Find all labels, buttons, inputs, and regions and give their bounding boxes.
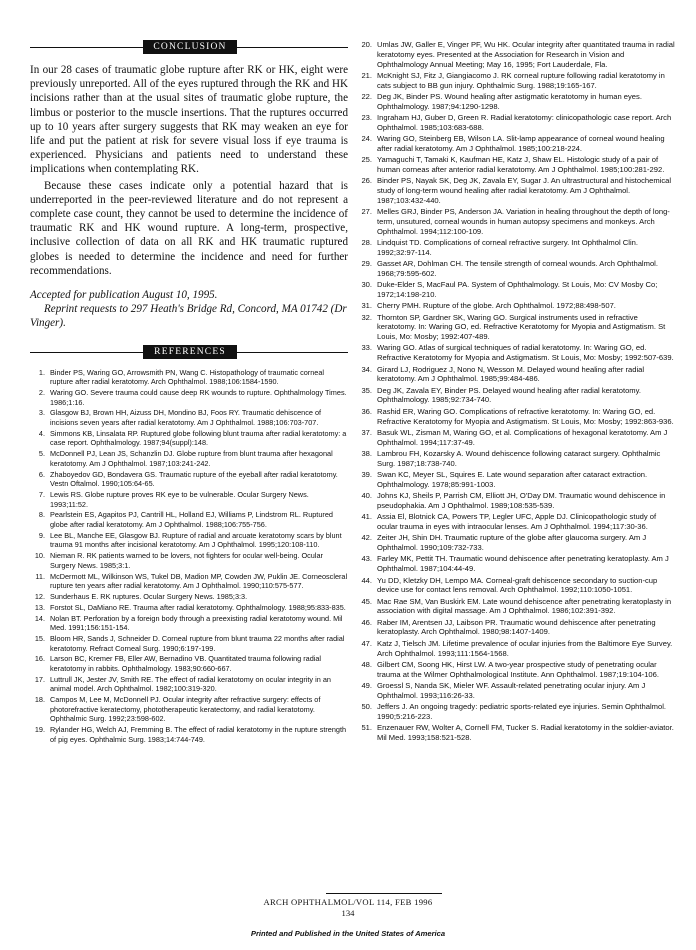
reference-list-left [30,368,348,745]
reference-text: Yu DD, Kletzky DH, Lempo MA. Corneal-graft dehiscence secondary to suction-cup device use for contact lens removal. Arch Ophthalmol. 1992;110:1050-1051. [377,575,658,595]
reference-item [357,40,675,69]
reference-text: Deg JK, Binder PS. Wound healing after astigmatic keratotomy in human eyes. Ophthalmology. 1987;94:1290-1298. [377,91,642,111]
reference-text: Yamaguchi T, Tamaki K, Kaufman HE, Katz J, Shaw EL. Histologic study of a pair of human corneas after anterior radial keratotomy. Am J Ophthalmol. 1985;100:281-292. [377,155,665,174]
reference-number: 3. [38,408,45,418]
reference-item [357,428,675,448]
reference-item [357,71,675,91]
reference-text: Cherry PMH. Rupture of the globe. Arch Ophthalmol. 1972;88:498-507. [377,301,616,311]
reference-item [357,365,675,385]
reference-number: 26. [361,176,372,186]
reference-number: 2. [38,388,45,398]
reference-number: 22. [361,91,372,101]
reference-number: 35. [361,385,372,395]
reference-item [30,368,348,387]
reference-number: 8. [38,510,45,520]
reference-number: 29. [361,259,372,269]
reference-item [30,531,348,550]
reference-text: Lee BL, Manche EE, Glasgow BJ. Rupture of radial and arcuate keratotomy scars by blunt trauma 91 months after incisional keratotomy. Am J Ophthalmol. 1995;120:108-110. [50,530,342,550]
reference-item [30,429,348,448]
journal-citation: ARCH OPHTHALMOL/VOL 114, FEB 1996 [263,897,433,907]
reference-number: 12. [34,591,45,601]
reference-item [30,388,348,407]
reference-text: Groessl S, Nanda SK, Mieler WF. Assault-related penetrating ocular injury. Am J Ophthalmol. 1993;116:26-33. [377,680,646,700]
reference-item [30,449,348,468]
reference-item [357,512,675,532]
reference-item [357,407,675,427]
reference-number: 5. [38,449,45,459]
reference-item [30,490,348,509]
reference-item [357,176,675,205]
reference-text: Rylander HG, Welch AJ, Fremming B. The effect of radial keratotomy in the rupture strength of pig eyes. Ophthalmic Surg. 1983;14:744-749. [50,725,347,744]
reference-number: 6. [38,469,45,479]
reference-number: 34. [361,364,372,374]
reference-text: Katz J, Tielsch JM. Lifetime prevalence of ocular injuries from the Baltimore Eye Survey. Arch Ophthalmol. 1993;111:1564-1568. [377,638,673,658]
reference-number: 42. [361,533,372,543]
reference-number: 11. [35,571,45,581]
reference-number: 31. [361,301,372,311]
reference-item [30,510,348,529]
reference-text: McDermott ML, Wilkinson WS, Tukel DB, Madion MP, Cowden JW, Puklin JE. Corneoscleral rupture ten years after radial keratotomy. Am J Ophthalmol. 1990;110:575-577. [50,571,348,591]
reference-text: Swan KC, Meyer SL, Squires E. Late wound separation after cataract extraction. Ophthalmology. 1978;85:991-1003. [377,470,648,489]
reference-number: 28. [361,238,372,247]
reference-number: 44. [361,575,372,585]
reference-number: 21. [361,70,372,80]
reference-number: 40. [361,491,372,501]
reference-text: McDonnell PJ, Lean JS, Schanzlin DJ. Globe rupture from blunt trauma after hexagonal keratotomy. Am J Ophthalmol. 1987;103:241-242. [50,449,333,468]
reference-text: Mac Rae SM, Van Buskirk EM. Late wound dehiscence after penetrating keratoplasty in association with digital massage. Am J Ophthalmol. 1986;102:391-392. [377,596,672,616]
conclusion-heading: CONCLUSION [143,40,237,54]
reference-item [357,597,675,617]
printed-notice: Printed and Published in the United States of America [250,929,446,938]
references-heading: REFERENCES [143,345,237,359]
reference-number: 51. [361,723,372,733]
reference-text: Simmons KB, Linsalata RP. Ruptured globe following blunt trauma after radial keratotomy: a case report. Ophthalmology. 1987;94(suppl):148. [50,428,347,448]
reference-item [30,725,348,744]
reference-text: Zhaboyedov GD, Bondavera GS. Traumatic rupture of the eyeball after radial keratotomy. Vestn Oftalmol. 1990;105:64-65. [50,469,338,489]
reference-text: Umlas JW, Galler E, Vinger PF, Wu HK. Ocular integrity after quantitated trauma in radial keratotomy eyes. Presented at the Association for Research in Vision and Ophthalmology Annual Meeting; May 16, 1995; Fort Lauderdale, Fla. [377,40,675,69]
reference-item [30,695,348,724]
reference-item [30,614,348,633]
reference-number: 30. [361,280,372,290]
reference-text: Thornton SP, Gardner SK, Waring GO. Surgical instruments used in refractive keratotomy. In: Waring GO, ed. Refractive Keratotomy for Myopia and Astigmatism. St Louis, Mo: Mosby; 1992:407-489. [377,312,666,342]
reference-text: Gilbert CM, Soong HK, Hirst LW. A two-year prospective study of penetrating ocular trauma at the Wilmer Ophthalmological Institute. Ann Ophthalmol. 1987;19:104-106. [377,659,659,679]
reference-number: 4. [38,428,45,438]
reference-text: Enzenauer RW, Wolter A, Cornell FM, Tucker S. Radial keratotomy in the soldier-aviator. Mil Med. 1993;158:521-528. [377,723,674,742]
reference-text: Nolan BT. Perforation by a foreign body through a preexisting radial keratotomy wound. Mil Med. 1991;156:151-154. [50,613,343,633]
reference-number: 33. [361,343,372,353]
reference-item [357,113,675,133]
reference-number: 19. [34,725,45,735]
reference-number: 36. [361,406,372,416]
reference-number: 37. [361,427,372,437]
reference-item [357,554,675,574]
reference-text: Waring GO. Severe trauma could cause deep RK wounds to rupture. Ophthalmology Times. 1986;1:16. [50,388,347,407]
reference-number: 32. [361,312,372,322]
reference-list-right [357,40,675,743]
reference-text: Glasgow BJ, Brown HH, Aizuss DH, Mondino BJ, Foos RY. Traumatic dehiscence of incisions seven years after radial keratotomy. Am J Ophthalmol. 1988;106:703-707. [50,408,322,427]
conclusion-paragraph-2: Because these cases indicate only a potential hazard that is underreported in the peer-reviewed literature and do not represent a complete case count, they cannot be used to determine the incidence of traumatic RK and HK wound rupture. A long-term, prospective, inclusive collection of data on all RK and HK traumatic ruptured globes is needed to determine the incidence and need for further recommendations. [30,179,348,277]
reference-item [357,207,675,236]
reference-text: Binder PS, Nayak SK, Deg JK, Zavala EY, Sugar J. An ultrastructural and histochemical study of long-term wound healing after radial keratotomy. Am J Ophthalmol. 1987;103:432-440. [377,176,672,205]
reference-number: 39. [361,470,372,480]
reference-item [357,449,675,469]
reference-text: Girard LJ, Rodriguez J, Nono N, Wesson M. Delayed wound healing after radial keratotomy. Am J Ophthalmol. 1985;99:484-486. [377,364,645,384]
reference-number: 50. [361,702,372,712]
reference-text: Zeiter JH, Shin DH. Traumatic rupture of the globe after glaucoma surgery. Am J Ophthalmol. 1990;109:732-733. [377,533,647,553]
reference-item [357,470,675,490]
reference-item [357,491,675,511]
reference-number: 47. [361,638,372,648]
reference-item [357,238,675,258]
reference-item [357,343,675,363]
reference-number: 41. [361,512,372,522]
reference-number: 45. [361,596,372,606]
reference-text: Luttrull JK, Jester JV, Smith RE. The effect of radial keratotomy on ocular integrity in an animal model. Arch Ophthalmol. 1982;100:319-320. [50,674,331,694]
reference-text: Bloom HR, Sands J, Schneider D. Corneal rupture from blunt trauma 22 months after radial keratotomy. Refract Corneal Surg. 1990;6:197-199. [50,634,345,653]
reference-number: 25. [361,155,372,165]
reference-text: Lambrou FH, Kozarsky A. Wound dehiscence following cataract surgery. Ophthalmic Surg. 1987;18:738-740. [377,448,661,468]
reference-item [30,470,348,489]
reference-text: Deg JK, Zavala EY, Binder PS. Delayed wound healing after radial keratotomy. Ophthalmology. 1985;92:734-740. [377,385,641,405]
right-column [357,40,675,744]
reference-number: 20. [361,40,372,49]
reference-text: Raber IM, Arentsen JJ, Laibson PR. Traumatic wound dehiscence after penetrating keratoplasty. Arch Ophthalmol. 1980;98:1407-1409. [377,617,656,637]
reference-number: 15. [34,634,45,644]
reference-item [357,92,675,112]
reference-item [30,654,348,673]
conclusion-heading-bar [30,40,348,54]
reference-item [357,660,675,680]
reference-text: Jeffers J. An ongoing tragedy: pediatric sports-related eye injuries. Semin Ophthalmol. 1990;5:216-223. [377,702,666,721]
references-heading-bar [30,345,348,359]
reference-text: Rashid ER, Waring GO. Complications of refractive keratotomy. In: Waring GO, ed. Refractive Keratotomy for Myopia and Astigmatism. St Louis, Mo: Mosby; 1992:863-936. [377,406,674,426]
reference-text: Melles GRJ, Binder PS, Anderson JA. Variation in healing throughout the depth of long-term, unsutured, corneal wounds in human autopsy specimens and monkeys. Arch Ophthalmol. 1994;112:100-109. [377,207,670,236]
accepted-date: Accepted for publication August 10, 1995. [30,289,218,302]
reference-number: 18. [34,695,45,705]
reference-text: Pearlstein ES, Agapitos PJ, Cantrill HL, Holland EJ, Williams P, Lindstrom RL. Ruptured globe after radial keratotomy. Am J Ophthalmol. 1988;106:755-756. [50,510,333,529]
reference-number: 17. [34,674,45,684]
reference-number: 13. [34,602,45,612]
reference-item [357,723,675,743]
reference-text: Farley MK, Pettit TH. Traumatic wound dehiscence after penetrating keratoplasty. Am J Ophthalmol. 1987;104:44-49. [377,554,669,574]
reference-item [30,603,348,613]
reference-item [357,681,675,701]
reference-item [357,618,675,638]
reference-text: Lewis RS. Globe rupture proves RK eye to be vulnerable. Ocular Surgery News. 1993;11:52. [50,490,309,509]
reference-text: Gasset AR, Dohlman CH. The tensile strength of corneal wounds. Arch Ophthalmol. 1968;79:595-602. [377,259,658,278]
reference-item [357,576,675,596]
reference-item [30,551,348,570]
reference-item [30,572,348,591]
footer-divider [326,893,442,894]
reference-number: 43. [361,554,372,564]
reference-text: Johns KJ, Sheils P, Parrish CM, Elliott JH, O'Day DM. Traumatic wound dehiscence in pseudophakia. Am J Ophthalmol. 1989;108:535-539. [377,491,666,510]
reference-item [357,134,675,154]
reference-number: 38. [361,448,372,458]
reference-item [30,592,348,602]
reference-number: 27. [361,207,372,217]
reference-text: Basuk WL, Zisman M, Waring GO, et al. Complications of hexagonal keratotomy. Am J Ophthalmol. 1994;117:37-49. [377,427,668,447]
reference-text: Assia El, Blotnick CA, Powers TP, Legler UFC, Apple DJ. Clinicopathologic study of ocular trauma in eyes with intraocular lenses. Am J Ophthalmol. 1994;117:30-36. [377,512,657,531]
reference-item [30,675,348,694]
reference-number: 23. [361,113,372,123]
reference-text: Lindquist TD. Complications of corneal refractive surgery. Int Ophthalmol Clin. 1992;32:97-114. [377,238,638,257]
reference-item [357,280,675,300]
reference-number: 9. [38,530,45,540]
reference-item [357,155,675,175]
reference-number: 24. [361,134,372,144]
reference-number: 49. [361,680,372,690]
reference-item [357,533,675,553]
reference-text: Ingraham HJ, Guber D, Green R. Radial keratotomy: clinicopathologic case report. Arch Ophthalmol. 1985;103:683-688. [377,113,672,132]
reference-item [357,639,675,659]
reference-item [30,634,348,653]
reference-text: Sunderhaus E. RK ruptures. Ocular Surgery News. 1985;3:3. [50,591,248,601]
reference-item [357,386,675,406]
reference-text: McKnight SJ, Fitz J, Giangiacomo J. RK corneal rupture following radial keratotomy in cats subject to BB gun injury. Ophthalmic Surg. 1988;19:165-167. [377,70,665,90]
reference-text: Forstot SL, DaMiano RE. Trauma after radial keratotomy. Ophthalmology. 1988;95:833-835. [50,602,346,612]
reference-number: 7. [38,490,45,499]
reference-item [30,408,348,427]
reference-number: 16. [34,654,45,664]
reference-text: Larson BC, Kremer FB, Eller AW, Bernadino VB. Quantitated trauma following radial keratotomy in rabbits. Ophthalmology. 1983;90:660-667. [50,654,322,673]
reference-number: 10. [34,551,45,561]
page-number: 134 [341,908,355,918]
reference-item [357,702,675,722]
reference-text: Nieman R. RK patients warned to be lovers, not fighters for ocular well-being. Ocular Surgery News. 1985;3:1. [50,551,323,570]
reference-number: 48. [361,659,372,669]
reference-text: Duke-Elder S, MacFaul PA. System of Ophthalmology. St Louis, Mo: CV Mosby Co; 1972;14:198-210. [377,280,658,299]
reference-item [357,259,675,279]
reference-text: Binder PS, Waring GO, Arrowsmith PN, Wang C. Histopathology of traumatic corneal rupture after radial keratotomy. Arch Ophthalmol. 1988;106:1584-1590. [50,367,325,387]
reference-text: Campos M, Lee M, McDonnell PJ. Ocular integrity after refractive surgery: effects of photorefractive keratectomy, phototherapeutic keratectomy, and radial keratotomy. Ophthalmic Surg. 1992;23:598-602. [50,695,321,724]
reference-text: Waring GO. Atlas of surgical techniques of radial keratotomy. In: Waring GO, ed. Refractive Keratotomy for Myopia and Astigmatism. St Louis, Mo: Mosby; 1992:507-639. [377,343,674,363]
reference-number: 46. [361,617,372,627]
reference-number: 1. [38,367,45,377]
conclusion-paragraph-1: In our 28 cases of traumatic globe rupture after RK or HK, eight were previously unreported. All of the eyes ruptured through the RK and HK incisions rather than at the usual sites of traumatic globe rupture, the limbus or posterior to the muscle insertions. That the ruptures occurred up to 10 years after surgery suggests that RK may weaken an eye for life and put the patient at risk for severe visual loss if eye trauma is experienced. Physicians and patients need to understand these implications when contemplating RK. [30,64,348,176]
reprint-requests: Reprint requests to 297 Heath's Bridge Rd, Concord, MA 01742 (Dr Vinger). [30,303,347,330]
reference-item [357,313,675,342]
reference-number: 14. [34,613,45,623]
reference-text: Waring GO, Steinberg EB, Wilson LA. Slit-lamp appearance of corneal wound healing after radial keratotomy. Am J Ophthalmol. 1985;100:218-224. [377,134,665,153]
reference-item [357,301,675,311]
left-column [30,40,348,746]
